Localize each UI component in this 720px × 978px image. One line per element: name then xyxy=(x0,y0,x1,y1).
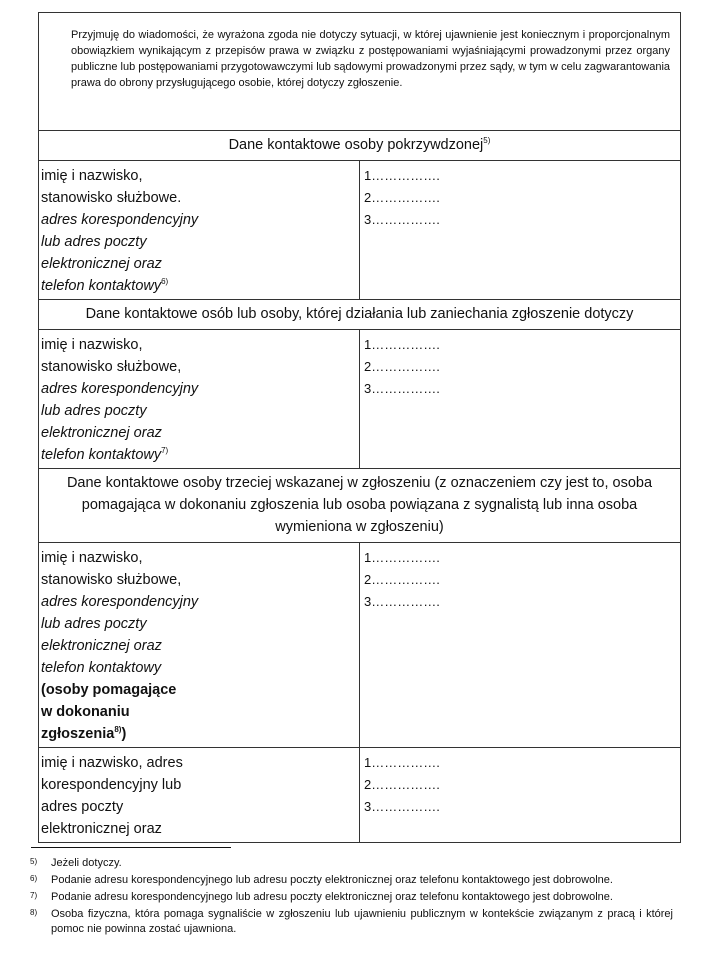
section-header-text: Dane kontaktowe osoby trzeciej wskazanej w zgłoszeniu (z oznaczeniem czy jest to, osoba pomagająca w dokonaniu zgłoszenia lub osoba powiązana z sygnalistą lub inna osoba wymieniona w zgłoszeniu) xyxy=(66,475,653,535)
consent-row xyxy=(39,13,681,131)
label-line: lub adres poczty xyxy=(41,234,147,250)
footnote-separator xyxy=(31,847,231,848)
closing-paren: ) xyxy=(121,726,127,742)
label-line: korespondencyjny lub xyxy=(41,777,182,793)
entry-line-1[interactable]: 1……………. xyxy=(364,755,440,770)
label-line: telefon kontaktowy xyxy=(41,660,162,676)
footnote-number: 6) xyxy=(30,874,38,883)
section-header-third-party xyxy=(39,469,681,543)
contact-data-form-table xyxy=(38,12,681,843)
entry-line-2[interactable]: 2……………. xyxy=(364,359,440,374)
label-line: imię i nazwisko, xyxy=(41,168,143,184)
field-label-cell xyxy=(39,161,360,300)
entry-line-1[interactable]: 1……………. xyxy=(364,550,440,565)
footnote-number: 5) xyxy=(30,857,38,866)
label-line: stanowisko służbowe, xyxy=(41,359,182,375)
label-line-bold: w dokonaniu xyxy=(41,704,130,720)
footnote xyxy=(30,856,673,871)
field-value-cell[interactable] xyxy=(360,748,681,843)
footnotes xyxy=(30,856,673,939)
section-row xyxy=(39,330,681,469)
label-line: elektronicznej oraz xyxy=(41,638,162,654)
label-line: elektronicznej oraz xyxy=(41,256,162,272)
field-value-cell[interactable] xyxy=(360,330,681,469)
field-value-cell[interactable] xyxy=(360,543,681,748)
entry-line-3[interactable]: 3……………. xyxy=(364,799,440,814)
label-line: stanowisko służbowe, xyxy=(41,572,182,588)
footnote-ref: 6) xyxy=(161,277,169,286)
section-header-row xyxy=(39,131,681,161)
entry-line-3[interactable]: 3……………. xyxy=(364,212,440,227)
field-label-cell xyxy=(39,748,360,843)
section-header-text: Dane kontaktowe osoby pokrzywdzonej xyxy=(228,137,484,153)
entry-line-2[interactable]: 2……………. xyxy=(364,572,440,587)
label-line: telefon kontaktowy xyxy=(41,278,162,294)
label-line-bold: (osoby pomagające xyxy=(41,682,177,698)
section-header-reported-person xyxy=(39,300,681,330)
footnote-ref: 8) xyxy=(114,725,122,734)
entry-line-3[interactable]: 3……………. xyxy=(364,381,440,396)
section-row xyxy=(39,748,681,843)
label-line: imię i nazwisko, xyxy=(41,550,143,566)
footnote-number: 8) xyxy=(30,908,38,917)
section-header-text: Dane kontaktowe osób lub osoby, której działania lub zaniechania zgłoszenie dotyczy xyxy=(85,306,634,322)
label-line: adres korespondencyjny xyxy=(41,594,199,610)
footnote-text: Osoba fizyczna, która pomaga sygnaliście w zgłoszeniu lub ujawnieniu publicznym w kontekście związanym z pracą i której pomoc nie powinna zostać ujawniona. xyxy=(51,908,673,935)
label-line: lub adres poczty xyxy=(41,616,147,632)
footnote xyxy=(30,907,673,937)
footnote-number: 7) xyxy=(30,891,38,900)
label-line: lub adres poczty xyxy=(41,403,147,419)
field-label-cell xyxy=(39,330,360,469)
section-row xyxy=(39,161,681,300)
section-row xyxy=(39,543,681,748)
consent-text: Przyjmuję do wiadomości, że wyrażona zgoda nie dotyczy sytuacji, w której ujawnienie jest koniecznym i proporcjonalnym obowiązkiem wynikającym z przepisów prawa w związku z postępowaniami wyjaśniającymi prowadzonymi przez organy publiczne lub postępowaniami przygotowawczymi lub sądowymi prowadzonymi przez sądy, w tym w celu zagwarantowania prawa do obrony przysługującego osobie, której dotyczy zgłoszenie. xyxy=(71,29,670,89)
footnote xyxy=(30,890,673,905)
footnote-text: Podanie adresu korespondencyjnego lub adresu poczty elektronicznej oraz telefonu kontaktowego jest dobrowolne. xyxy=(51,891,613,903)
footnote xyxy=(30,873,673,888)
consent-cell xyxy=(39,13,681,131)
label-line: adres korespondencyjny xyxy=(41,212,199,228)
label-line: imię i nazwisko, xyxy=(41,337,143,353)
footnote-text: Podanie adresu korespondencyjnego lub adresu poczty elektronicznej oraz telefonu kontaktowego jest dobrowolne. xyxy=(51,874,613,886)
entry-line-1[interactable]: 1……………. xyxy=(364,168,440,183)
label-line: elektronicznej oraz xyxy=(41,425,162,441)
footnote-ref: 7) xyxy=(161,446,169,455)
label-line: adres poczty xyxy=(41,799,124,815)
entry-line-2[interactable]: 2……………. xyxy=(364,190,440,205)
label-line: adres korespondencyjny xyxy=(41,381,199,397)
entry-line-3[interactable]: 3……………. xyxy=(364,594,440,609)
field-label-cell xyxy=(39,543,360,748)
footnote-ref: 5) xyxy=(483,136,491,145)
label-line: elektronicznej oraz xyxy=(41,821,162,837)
label-line: imię i nazwisko, adres xyxy=(41,755,183,771)
section-header-row xyxy=(39,300,681,330)
entry-line-2[interactable]: 2……………. xyxy=(364,777,440,792)
section-header-injured-person xyxy=(39,131,681,161)
label-line-bold: zgłoszenia xyxy=(41,726,115,742)
entry-line-1[interactable]: 1……………. xyxy=(364,337,440,352)
label-line: telefon kontaktowy xyxy=(41,447,162,463)
section-header-row xyxy=(39,469,681,543)
footnote-text: Jeżeli dotyczy. xyxy=(51,857,122,869)
field-value-cell[interactable] xyxy=(360,161,681,300)
label-line: stanowisko służbowe. xyxy=(41,190,182,206)
